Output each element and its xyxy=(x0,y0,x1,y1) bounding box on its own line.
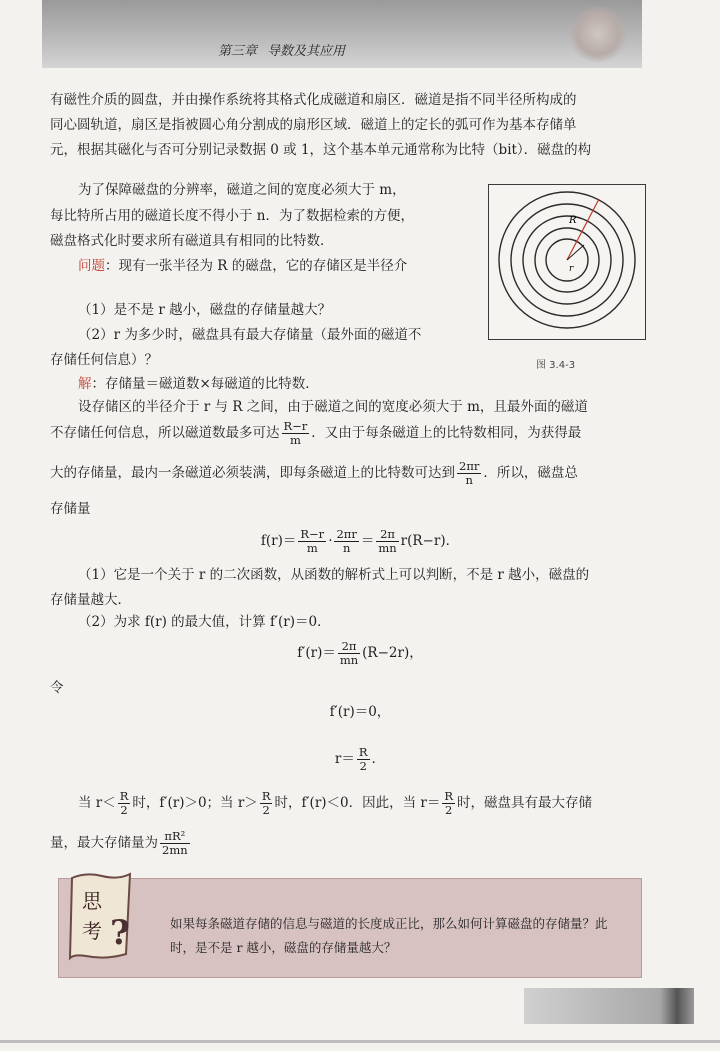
solution-line xyxy=(78,372,319,397)
label-r: r xyxy=(569,264,574,274)
numerator: 2πr xyxy=(336,527,357,541)
problem-label: 问题 xyxy=(78,258,105,274)
denominator: m xyxy=(306,541,318,555)
text-line: 每比特所占用的磁道长度不得小于 n．为了数据检索的方便， xyxy=(50,208,414,224)
think-char-1: 思 xyxy=(82,889,102,913)
eq-part: ． xyxy=(371,751,386,767)
equation-r xyxy=(0,746,720,773)
text-segment: 不存储任何信息，所以磁道数最多可达 xyxy=(50,425,280,441)
denominator: 2mn xyxy=(162,843,188,857)
denominator: mn xyxy=(378,541,397,555)
text-line: 为了保障磁盘的分辨率，磁道之间的宽度必须大于 m， xyxy=(78,182,406,198)
denominator: mn xyxy=(339,653,359,667)
fraction xyxy=(442,790,455,817)
watermark-logo xyxy=(568,6,628,62)
text-line: 磁盘格式化时要求所有磁道具有相同的比特数． xyxy=(50,233,334,249)
numerator: R xyxy=(119,789,129,803)
text-line-with-fraction xyxy=(78,790,592,817)
question-mark-icon: ? xyxy=(110,913,130,953)
denominator: 2 xyxy=(262,803,270,817)
numerator: R−r xyxy=(283,419,308,433)
fraction xyxy=(376,528,398,555)
problem-line xyxy=(78,254,407,279)
text-segment: 量，最大存储量为 xyxy=(50,835,158,851)
numerator: 2π xyxy=(376,528,398,542)
think-text: 如果每条磁道存储的信息与磁道的长度成正比，那么如何计算磁盘的存储量？此时，是不是 r 越小，磁盘的存储量越大？ xyxy=(170,916,608,955)
problem-text: ：现有一张半径为 R 的磁盘，它的存储区是半径介 xyxy=(105,258,408,274)
equation-zero: f′(r)＝0， xyxy=(329,704,391,720)
denominator: n xyxy=(342,541,351,555)
concentric-disk-diagram xyxy=(489,185,645,339)
text-line: 同心圆轨道，扇区是指被圆心角分割成的扇形区域．磁道上的定长的弧可作为基本存储单 xyxy=(50,117,577,133)
text-segment: 时，磁盘具有最大存储 xyxy=(457,795,593,811)
numerator: R xyxy=(444,789,454,803)
text-segment: 当 r＜ xyxy=(78,795,116,811)
text-line: 存储量 xyxy=(50,501,91,517)
radius-R-line xyxy=(567,199,599,260)
fraction xyxy=(357,746,370,773)
text-line: （1）它是一个关于 r 的二次函数，从函数的解析式上可以判断，不是 r 越小，磁盘的 xyxy=(78,567,590,583)
eq-part: f′(r)＝ xyxy=(297,645,336,661)
radius-r-line xyxy=(567,245,584,260)
text-segment: 大的存储量，最内一条磁道必须装满，即每条磁道上的比特数可达到 xyxy=(50,465,455,481)
think-badge-icon xyxy=(66,870,138,962)
fraction xyxy=(260,790,273,817)
text-line-with-fraction xyxy=(50,830,192,857)
numerator: πR² xyxy=(160,830,190,844)
eq-part: r＝ xyxy=(334,751,355,767)
text-line: （2）为求 f(r) 的最大值，计算 f′(r)＝0． xyxy=(78,614,331,630)
eq-part: f(r)＝ xyxy=(260,533,297,549)
fraction-bits xyxy=(457,460,481,487)
text-line: 存储量越大． xyxy=(50,592,131,608)
disk-figure xyxy=(488,184,646,340)
denominator: m xyxy=(289,433,301,447)
fraction xyxy=(298,528,326,555)
equation-fprime xyxy=(0,640,720,667)
numerator: R xyxy=(358,745,368,759)
eq-part: (R−2r)， xyxy=(362,645,423,661)
question-1: （1）是不是 r 越小，磁盘的存储量越大？ xyxy=(78,302,332,318)
numerator: 2π xyxy=(338,640,360,654)
figure-caption: 图 3.4-3 xyxy=(536,360,576,371)
denominator: 2 xyxy=(359,759,367,773)
text-segment: 时，f′(r)＜0．因此，当 r＝ xyxy=(274,795,441,811)
think-icon xyxy=(66,870,138,962)
question-2: （2）r 为多少时，磁盘具有最大存储量（最外面的磁道不 xyxy=(78,327,422,343)
chapter-title xyxy=(218,40,345,59)
eq-part: r(R−r)． xyxy=(400,533,460,549)
solution-label: 解 xyxy=(78,376,92,392)
numerator: R−r xyxy=(300,527,325,541)
denominator: 2 xyxy=(445,803,453,817)
fraction xyxy=(334,528,358,555)
denominator: 2 xyxy=(120,803,128,817)
numerator: R xyxy=(261,789,271,803)
bottom-rule xyxy=(0,1040,720,1043)
fraction xyxy=(118,790,131,817)
fraction-tracks xyxy=(282,420,310,447)
fraction xyxy=(338,640,360,667)
eq-part: ＝ xyxy=(360,533,375,549)
question-2-cont: 存储任何信息）？ xyxy=(50,352,158,368)
solution-text: ：存储量＝磁道数×每磁道的比特数． xyxy=(91,376,319,392)
equation-f xyxy=(0,528,720,555)
text-line: 令 xyxy=(50,680,64,696)
text-segment: ．又由于每条磁道上的比特数相同，为获得最 xyxy=(311,425,582,441)
text-line: 元，根据其磁化与否可分别记录数据 0 或 1，这个基本单元通常称为比特（bit）．磁盘的构 xyxy=(50,142,592,158)
numerator: 2πr xyxy=(459,459,480,473)
text-line: 有磁性介质的圆盘，并由操作系统将其格式化成磁道和扇区．磁道是指不同半径所构成的 xyxy=(50,92,577,108)
footer-band xyxy=(524,988,694,1024)
text-line-with-fraction xyxy=(50,420,581,447)
text-segment: 时，f′(r)＞0；当 r＞ xyxy=(132,795,258,811)
denominator: n xyxy=(465,473,473,487)
label-R: R xyxy=(569,215,577,226)
text-segment: ．所以，磁盘总 xyxy=(483,465,578,481)
chapter-name: 导数及其应用 xyxy=(267,44,346,59)
think-char-2: 考 xyxy=(82,919,102,943)
text-line-with-fraction xyxy=(50,460,578,487)
fraction-max-storage xyxy=(160,830,190,857)
chapter-number: 第三章 xyxy=(218,44,258,59)
eq-part: · xyxy=(328,533,333,549)
text-line: 设存储区的半径介于 r 与 R 之间，由于磁道之间的宽度必须大于 m，且最外面的磁道 xyxy=(78,399,588,415)
